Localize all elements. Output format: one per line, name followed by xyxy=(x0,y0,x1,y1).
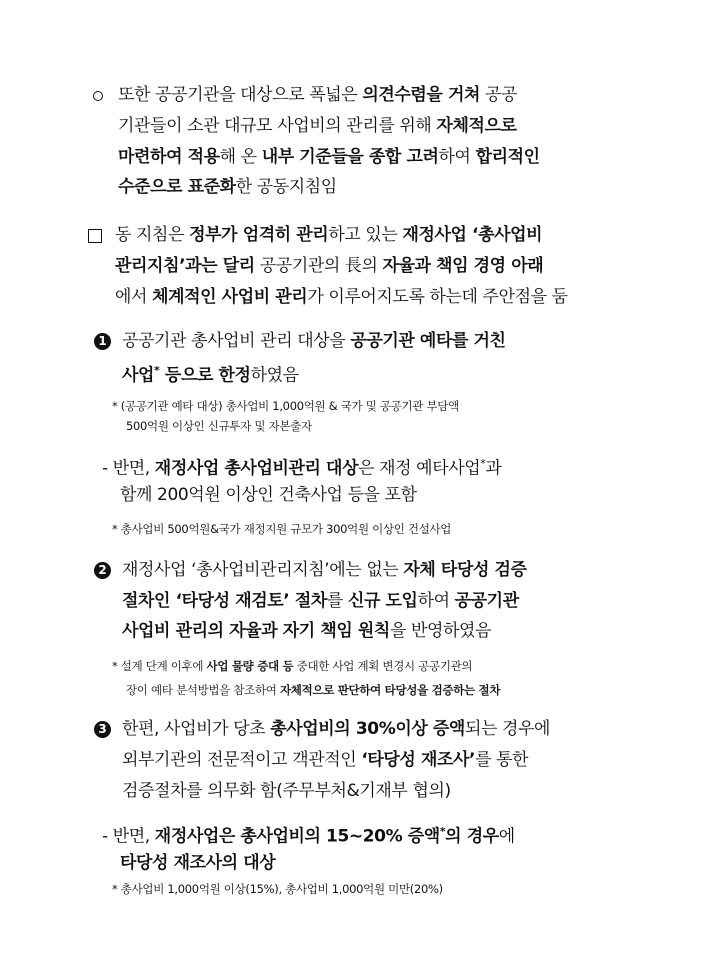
s1-line1: 공공기관 총사업비 관리 대상을 공공기관 예타를 거친 xyxy=(122,331,506,351)
s1-note1: * (공공기관 예타 대상) 총사업비 1,000억원 & 국가 및 공공기관 부담액 xyxy=(112,399,459,413)
s2-note1: * 설계 단계 이후에 사업 물량 증대 등 중대한 사업 계획 변경시 공공기관의 xyxy=(112,659,473,673)
s2-line2: 절차인 ‘타당성 재검토’ 절차를 신규 도입하여 공공기관 xyxy=(122,591,519,611)
s2-line1: 재정사업 ‘총사업비관리지침’에는 없는 자체 타당성 검증 xyxy=(122,560,527,580)
number-1-icon: 1 xyxy=(94,333,111,350)
s3-line1: 한편, 사업비가 당초 총사업비의 30%이상 증액되는 경우에 xyxy=(122,719,551,739)
s3-line2: 외부기관의 전문적이고 객관적인 ‘타당성 재조사’를 통한 xyxy=(122,750,529,770)
s1-line2: 사업* 등으로 한정하였음 xyxy=(122,364,299,386)
s3-detail1: - 반면, 재정사업은 총사업비의 15∼20% 증액*의 경우에 xyxy=(102,825,515,847)
s1-detail1: - 반면, 재정사업 총사업비관리 대상은 재정 예타사업*과 xyxy=(102,457,502,479)
p1-line4: 수준으로 표준화한 공동지침임 xyxy=(118,177,337,197)
p2-line3: 에서 체계적인 사업비 관리가 이루어지도록 하는데 주안점을 둠 xyxy=(115,287,568,307)
s2-note2: 장이 예타 분석방법을 참조하여 자체적으로 판단하여 타당성을 검증하는 절차 xyxy=(126,683,501,697)
s2-line3: 사업비 관리의 자율과 자기 책임 원칙을 반영하였음 xyxy=(122,621,492,641)
s3-note1: * 총사업비 1,000억원 이상(15%), 총사업비 1,000억원 미만(20%) xyxy=(112,882,443,896)
square-bullet-icon xyxy=(88,229,102,243)
s3-line3: 검증절차를 의무화 함(주무부처&기재부 협의) xyxy=(122,781,451,801)
p1-line2: 기관들이 소관 대규모 사업비의 관리를 위해 자체적으로 xyxy=(118,116,517,136)
number-3-icon: 3 xyxy=(94,721,111,738)
s3-detail2: 타당성 재조사의 대상 xyxy=(120,853,276,873)
p1-line1: 또한 공공기관을 대상으로 폭넓은 의견수렴을 거쳐 공공 xyxy=(118,85,518,105)
s1-note2: 500억원 이상인 신규투자 및 자본출자 xyxy=(126,419,312,433)
p2-line2: 관리지침’과는 달리 공공기관의 長의 자율과 책임 경영 아래 xyxy=(115,256,544,276)
p1-line3: 마련하여 적용해 온 내부 기준들을 종합 고려하여 합리적인 xyxy=(118,147,540,167)
s1-note3: * 총사업비 500억원&국가 재정지원 규모가 300억원 이상인 건설사업 xyxy=(112,522,452,536)
p2-line1: 동 지침은 정부가 엄격히 관리하고 있는 재정사업 ‘총사업비 xyxy=(115,225,543,245)
circle-bullet-icon xyxy=(93,91,103,101)
number-2-icon: 2 xyxy=(94,562,111,579)
s1-detail2: 함께 200억원 이상인 건축사업 등을 포함 xyxy=(120,485,417,505)
